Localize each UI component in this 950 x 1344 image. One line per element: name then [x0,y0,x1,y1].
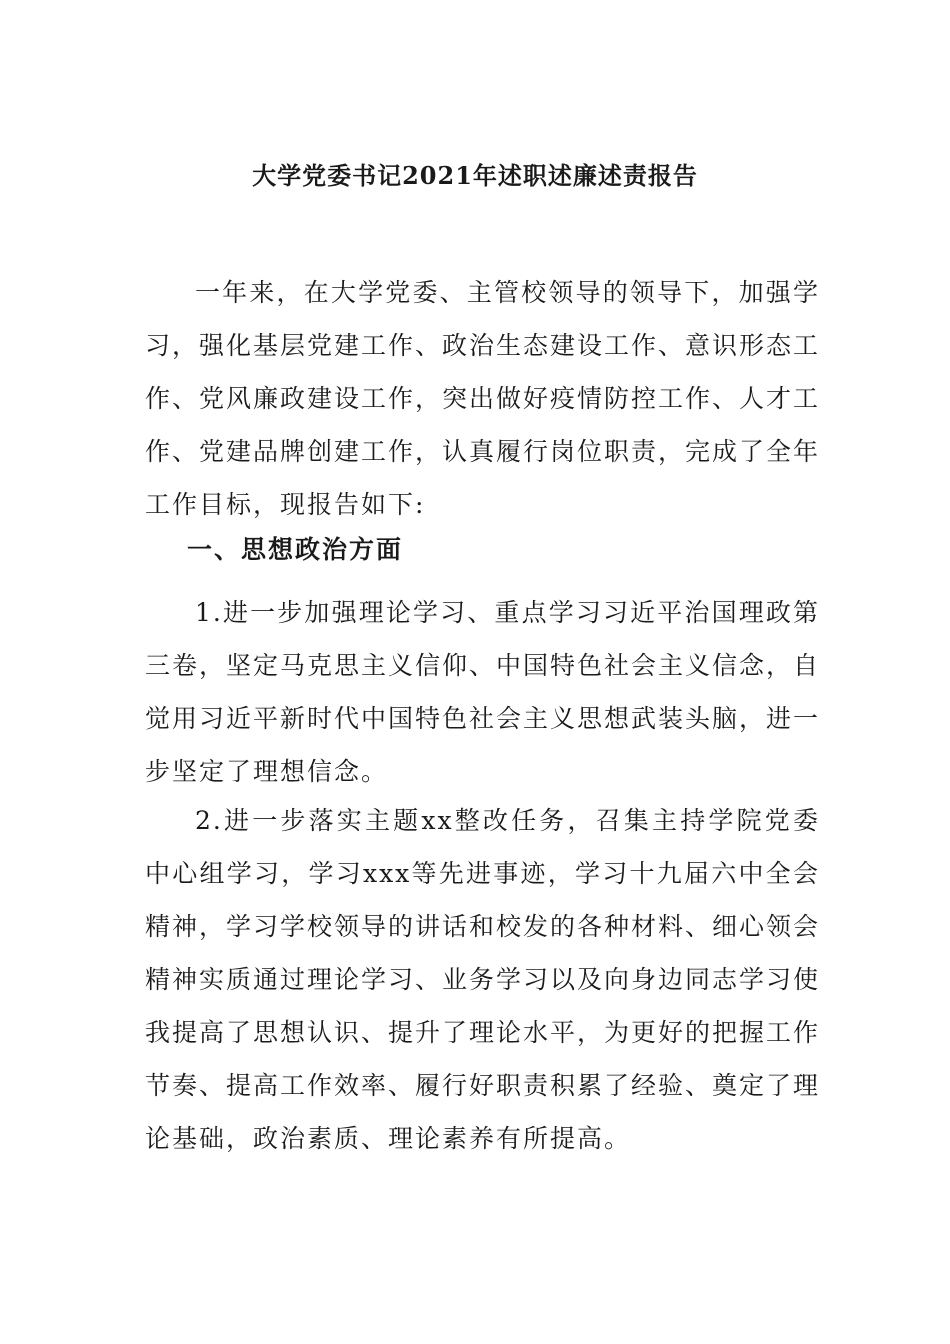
section-heading: 一、思想政治方面 [187,535,404,564]
document-title: 大学党委书记2021年述职述廉述责报告 [252,161,698,190]
intro-paragraph: 一年来，在大学党委、主管校领导的领导下，加强学习，强化基层党建工作、政治生态建设工作、意识形态工作、党风廉政建设工作，突出做好疫情防控工作、人才工作、党建品牌创建工作，认真履行岗位职责，完成了全年工作目标，现报告如下: [145,278,821,519]
section-item-1: 1.进一步加强理论学习、重点学习习近平治国理政第三卷，坚定马克思主义信仰、中国特色社会主义信念，自觉用习近平新时代中国特色社会主义思想武装头脑，进一步坚定了理想信念。 [145,598,821,786]
section-item-2: 2.进一步落实主题xx整改任务，召集主持学院党委中心组学习，学习xxx等先进事迹，学习十九届六中全会精神，学习学校领导的讲话和校发的各种材料、细心领会精神实质通过理论学习、业务学习以及向身边同志学习使我提高了思想认识、提升了理论水平，为更好的把握工作节奏、提高工作效率、履行好职责积累了经验、奠定了理论基础，政治素质、理论素养有所提高。 [145,806,821,1153]
